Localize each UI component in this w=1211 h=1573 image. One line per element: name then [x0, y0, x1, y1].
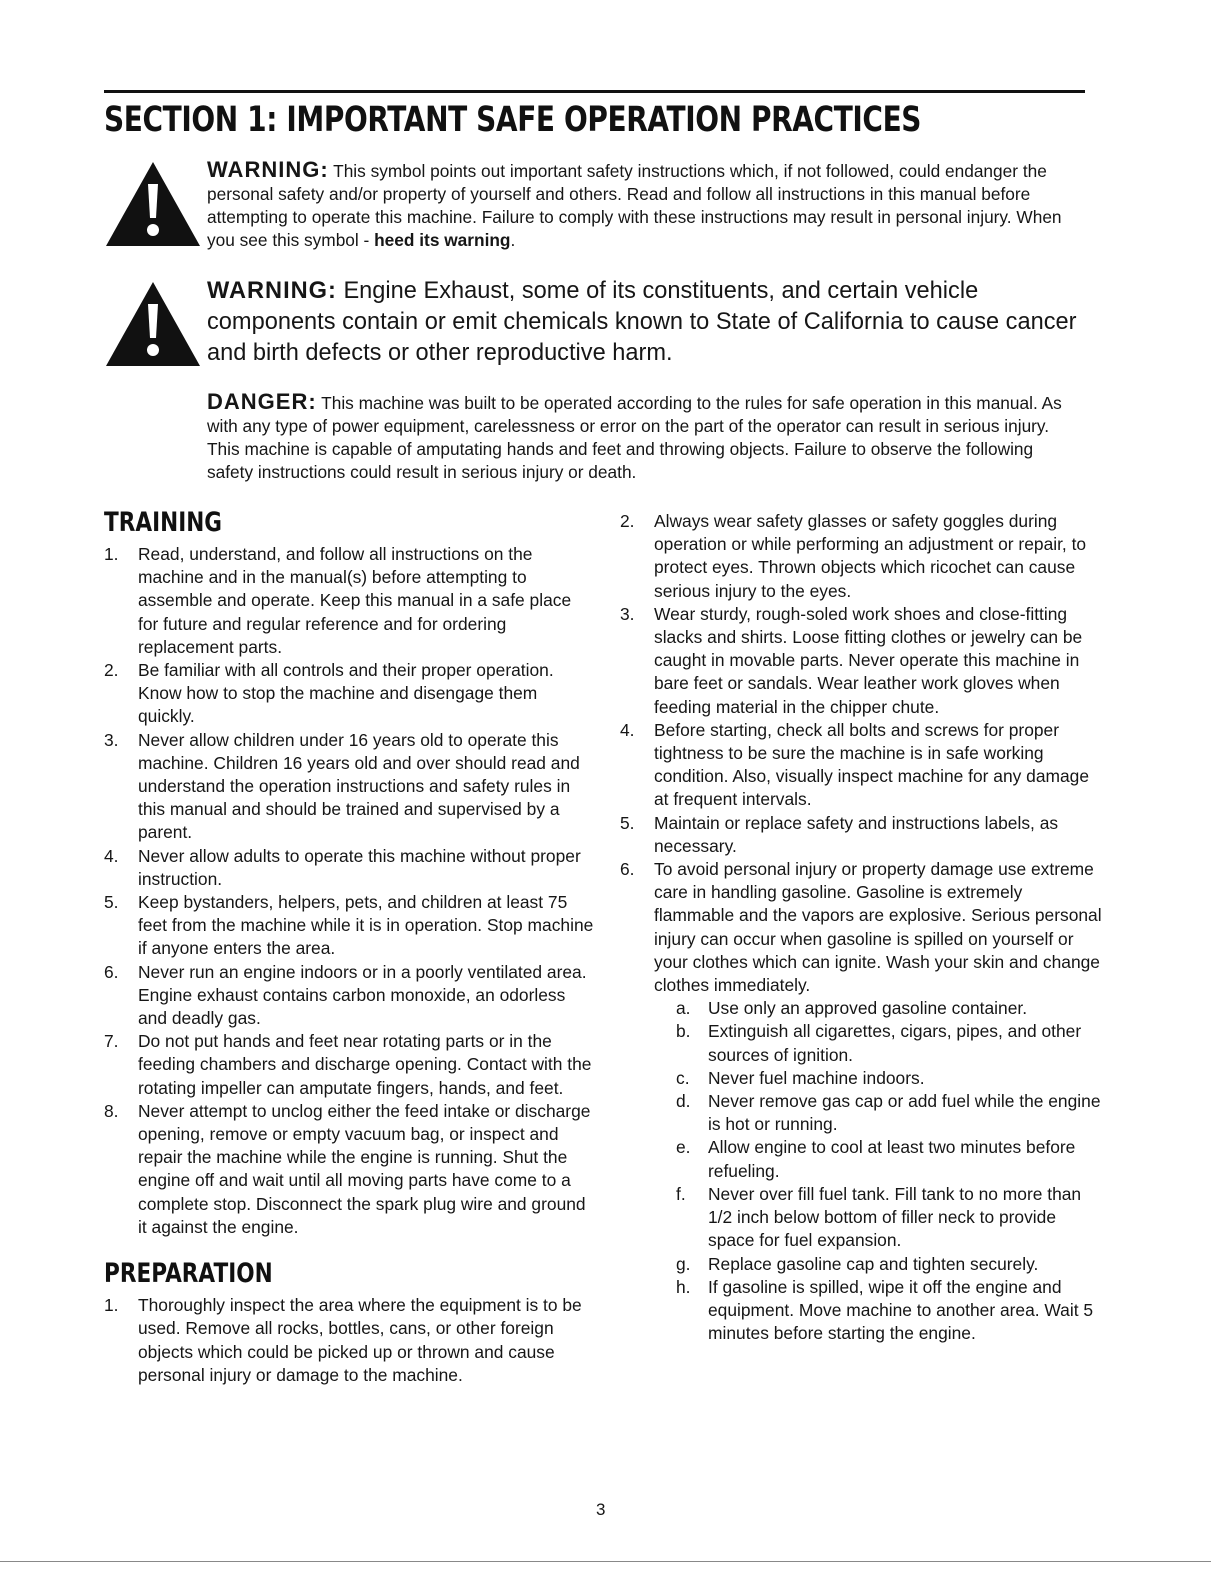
- sub-list-item: [654, 1020, 1105, 1066]
- item-text: Never allow children under 16 years old to operate this machine. Children 16 years old and over should read and understand the operation instructions and safety rules in this manual and should be trained and supervised by a parent.: [138, 729, 580, 843]
- item-text: If gasoline is spilled, wipe it off the engine and equipment. Move machine to another area. Wait 5 minutes before starting the engine.: [708, 1276, 1094, 1344]
- sub-list-item: [654, 1183, 1105, 1253]
- item-text: Never run an engine indoors or in a poorly ventilated area. Engine exhaust contains carbon monoxide, an odorless and deadly gas.: [138, 961, 587, 1029]
- sub-list-item: [654, 1067, 1105, 1090]
- item-text: Do not put hands and feet near rotating parts or in the feeding chambers and discharge opening. Contact with the rotating impeller can amputate fingers, hands, and feet.: [138, 1031, 592, 1098]
- preparation-list-continued: [620, 510, 1105, 1345]
- danger-text: This machine was built to be operated according to the rules for safe operation in this manual. As with any type of power equipment, carelessness or error on the part of the operator can result in serious injury. This machine is capable of amputating hands and feet and throwing objects. Failure to observe the following safety instructions could result in serious injury or death.: [207, 393, 1062, 482]
- sub-list-item: [654, 1136, 1105, 1182]
- item-text: Keep bystanders, helpers, pets, and children at least 75 feet from the machine while it is in operation. Stop machine if anyone enters the area.: [138, 892, 594, 959]
- item-text: Be familiar with all controls and their proper operation. Know how to stop the machine and disengage them quickly.: [138, 660, 554, 727]
- item-text: To avoid personal injury or property damage use extreme care in handling gasoline. Gasoline is extremely flammable and the vapors are explosive. Serious personal injury can occur when gasoline is spilled on yourself or your clothes which can ignite. Wash your skin and change clothes immediately.: [654, 859, 1102, 996]
- list-item: [104, 891, 594, 961]
- list-item: [104, 729, 594, 845]
- item-number: 5.: [620, 812, 635, 833]
- item-text: Use only an approved gasoline container.: [708, 998, 1028, 1019]
- warning-text: Engine Exhaust, some of its constituents, and certain vehicle components contain or emit chemicals known to State of California to cause cancer and birth defects or other reproductive harm.: [207, 278, 1077, 366]
- item-text: Never over fill fuel tank. Fill tank to no more than 1/2 inch below bottom of filler neck to provide space for fuel expansion.: [708, 1183, 1082, 1251]
- item-letter: g.: [676, 1253, 691, 1274]
- item-text: Read, understand, and follow all instructions on the machine and in the manual(s) before attempting to assemble and operate. Keep this manual in a safe place for future and regular reference and for ordering replacement parts.: [138, 544, 572, 657]
- item-number: 3.: [620, 603, 635, 624]
- sub-list-item: [654, 997, 1105, 1020]
- item-letter: b.: [676, 1021, 691, 1042]
- training-heading: TRAINING: [104, 507, 223, 538]
- item-letter: h.: [676, 1276, 691, 1297]
- item-text: Before starting, check all bolts and screws for proper tightness to be sure the machine is in safe working condition. Also, visually inspect machine for any damage at frequent intervals.: [654, 719, 1090, 810]
- list-item: [104, 1030, 594, 1100]
- item-text: Always wear safety glasses or safety goggles during operation or while performing an adjustment or repair, to protect eyes. Thrown objects which ricochet can cause serious injury to the eyes.: [654, 511, 1087, 601]
- preparation-heading: PREPARATION: [104, 1258, 273, 1290]
- item-letter: f.: [676, 1183, 686, 1204]
- page-number: 3: [596, 1500, 606, 1519]
- item-number: 6.: [620, 859, 635, 880]
- danger-label: DANGER:: [207, 389, 317, 414]
- item-number: 3.: [104, 729, 119, 750]
- sub-list-item: [654, 1253, 1105, 1276]
- item-text: Replace gasoline cap and tighten securely.: [708, 1253, 1039, 1274]
- left-column: [104, 506, 594, 1387]
- item-text: Never fuel machine indoors.: [708, 1067, 925, 1088]
- item-letter: d.: [676, 1091, 691, 1112]
- item-letter: e.: [676, 1137, 691, 1158]
- item-text: Maintain or replace safety and instructions labels, as necessary.: [654, 812, 1059, 856]
- top-rule: [104, 90, 1085, 93]
- item-letter: a.: [676, 998, 691, 1019]
- item-number: 4.: [104, 845, 119, 866]
- item-number: 5.: [104, 892, 119, 913]
- warning-notice-safety-symbol: [207, 158, 1087, 252]
- list-item: [104, 543, 594, 659]
- list-item: [104, 1294, 594, 1387]
- item-text: Allow engine to cool at least two minutes before refueling.: [708, 1137, 1076, 1181]
- warning-label: WARNING:: [207, 278, 337, 304]
- preparation-list: [104, 1294, 594, 1387]
- gasoline-sublist: [654, 997, 1105, 1345]
- list-item: [620, 510, 1105, 603]
- list-item: [104, 659, 594, 729]
- item-text: Never attempt to unclog either the feed intake or discharge opening, remove or empty vacuum bag, or inspect and repair the machine while the engine is running. Shut the engine off and wait until all moving parts have come to a complete stop. Disconnect the spark plug wire and ground it against the engine.: [138, 1100, 591, 1237]
- item-number: 2.: [620, 511, 635, 531]
- item-text: Wear sturdy, rough-soled work shoes and close-fitting slacks and shirts. Loose fitting clothes or jewelry can be caught in movable parts. Never operate this machine in bare feet or sandals. Wear leather work gloves when feeding material in the chipper chute.: [654, 603, 1083, 717]
- list-item: [620, 812, 1105, 858]
- list-item: [104, 961, 594, 1031]
- warning-triangle-icon: [104, 160, 202, 248]
- list-item: [620, 719, 1105, 812]
- warning-label: WARNING:: [207, 157, 329, 182]
- item-number: 7.: [104, 1031, 119, 1052]
- item-text: Never remove gas cap or add fuel while the engine is hot or running.: [708, 1091, 1101, 1135]
- warning-triangle-icon: [104, 280, 202, 368]
- item-letter: c.: [676, 1067, 690, 1088]
- list-item: [620, 603, 1105, 719]
- item-number: 1.: [104, 1295, 119, 1316]
- sub-list-item: [654, 1276, 1105, 1346]
- list-item: [620, 858, 1105, 1345]
- list-item: [104, 845, 594, 891]
- warning-emphasis: heed its warning: [374, 230, 511, 250]
- warning-end: .: [510, 230, 516, 250]
- item-number: 2.: [104, 660, 119, 681]
- list-item: [104, 1100, 594, 1239]
- item-number: 1.: [104, 544, 119, 564]
- training-list: [104, 543, 594, 1239]
- item-number: 8.: [104, 1100, 119, 1121]
- item-text: Thoroughly inspect the area where the equipment is to be used. Remove all rocks, bottles, cans, or other foreign objects which could be picked up or thrown and cause personal injury or damage to the machine.: [138, 1295, 582, 1385]
- item-number: 6.: [104, 961, 119, 982]
- item-text: Extinguish all cigarettes, cigars, pipes, and other sources of ignition.: [708, 1021, 1082, 1065]
- item-number: 4.: [620, 719, 635, 740]
- warning-notice-california: [207, 276, 1097, 369]
- section-title: SECTION 1: IMPORTANT SAFE OPERATION PRACTICES: [104, 100, 922, 140]
- warning-text: This symbol points out important safety instructions which, if not followed, could endanger the personal safety and/or property of yourself and others. Read and follow all instructions in this manual before attempting to operate this machine. Failure to comply with these instructions may result in personal injury. When you see this symbol -: [207, 161, 1062, 250]
- right-column: [620, 510, 1105, 1345]
- bottom-rule: [0, 1561, 1211, 1562]
- item-text: Never allow adults to operate this machine without proper instruction.: [138, 845, 581, 889]
- sub-list-item: [654, 1090, 1105, 1136]
- danger-notice: [207, 390, 1077, 484]
